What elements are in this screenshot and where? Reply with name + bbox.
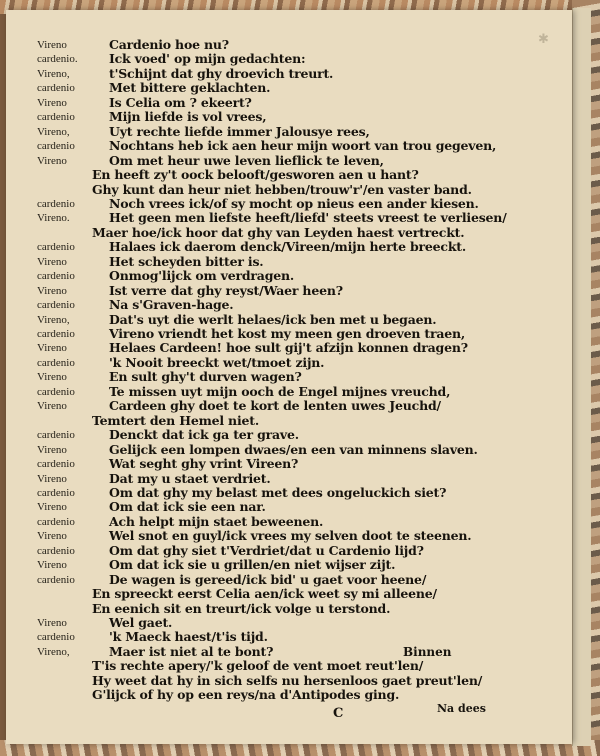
verse-text: Wat seght ghy vrint Vireen? xyxy=(109,456,299,472)
speaker-name: Vireno xyxy=(37,342,67,355)
verse-text: Het geen men liefste heeft/liefd' steets vreest te verliesen/ xyxy=(109,210,507,226)
speaker-name: Vireno, xyxy=(37,645,70,658)
stage-direction: Binnen xyxy=(403,645,452,659)
verse-text: Om dat ick sie u grillen/en niet wijser zijt. xyxy=(109,557,396,573)
verse-text: Om dat ghy siet t'Verdriet/dat u Cardenio lijd? xyxy=(109,542,424,558)
verse-text: Uyt rechte liefde immer Jalousye rees, xyxy=(109,123,370,139)
speaker-name: Vireno xyxy=(37,472,67,485)
verse-text: Gelijck een lompen dwaes/en een van minnens slaven. xyxy=(109,441,478,457)
verse-text: Ist verre dat ghy reyst/Waer heen? xyxy=(109,282,343,298)
verse-text: Helaes Cardeen! hoe sult gij't afzijn konnen dragen? xyxy=(109,340,468,356)
verse-text: Te missen uyt mijn ooch de Engel mijnes vreuchd, xyxy=(109,383,451,399)
verse-text: 'k Nooit breeckt wet/tmoet zijn. xyxy=(109,354,325,370)
verse-text: Na s'Graven-hage. xyxy=(109,297,234,313)
verse-text: Vireno vriendt het kost my meen gen droeven traen, xyxy=(109,326,466,341)
speaker-name: Vireno xyxy=(37,255,67,268)
verse-text: 'k Maeck haest/t'is tijd. xyxy=(109,629,268,645)
book-page xyxy=(6,10,572,744)
verse-text: En spreeckt eerst Celia aen/ick weet sy mi alleene/ xyxy=(92,586,437,602)
verse-text: Het scheyden bitter is. xyxy=(109,253,264,269)
speaker-name: cardenio xyxy=(37,328,75,340)
verse-text: Dat my u staet verdriet. xyxy=(109,470,271,486)
speaker-name: cardenio xyxy=(37,356,75,369)
verse-text: De wagen is gereed/ick bid' u gaet voor heene/ xyxy=(109,571,427,587)
faded-margin-mark: ✱ xyxy=(538,32,549,47)
speaker-name: cardenio xyxy=(37,544,75,557)
speaker-name: cardenio xyxy=(37,486,75,499)
verse-text: Noch vrees ick/of sy mocht op nieus een ander kiesen. xyxy=(109,195,479,211)
speaker-name: Vireno xyxy=(37,443,67,456)
speaker-name: cardenio xyxy=(37,458,75,471)
speaker-name: cardenio xyxy=(37,197,75,210)
speaker-name: cardenio xyxy=(37,82,75,95)
verse-text: Om dat ghy my belast met dees ongeluckich siet? xyxy=(109,484,447,500)
verse-text: En sult ghy't durven wagen? xyxy=(109,369,302,385)
speaker-name: Vireno xyxy=(37,39,67,51)
verse-text: Temtert den Hemel niet. xyxy=(92,412,259,428)
speaker-name: cardenio xyxy=(37,429,75,442)
speaker-name: Vireno, xyxy=(37,125,70,138)
speaker-name: cardenio xyxy=(37,241,75,254)
speaker-name: cardenio xyxy=(37,631,75,644)
verse-text: Om met heur uwe leven lieflick te leven, xyxy=(109,152,384,168)
speaker-name: cardenio xyxy=(37,299,75,312)
verse-text: Maer hoe/ick hoor dat ghy van Leyden haest vertreckt. xyxy=(92,224,465,240)
verse-text: Om dat ick sie een nar. xyxy=(109,499,266,515)
verse-text: Cardenio hoe nu? xyxy=(109,37,229,52)
verse-text: Denckt dat ick ga ter grave. xyxy=(109,427,299,443)
speaker-name: cardenio xyxy=(37,140,75,153)
verse-text: Ghy kunt dan heur niet hebben/trouw'r'/en vaster band. xyxy=(92,181,472,197)
verse-text: Dat's uyt die werlt helaes/ick ben met u begaen. xyxy=(109,311,437,327)
speaker-name: Vireno, xyxy=(37,67,70,80)
speaker-name: Vireno xyxy=(37,96,67,109)
verse-text: Onmog'lijck om verdragen. xyxy=(109,268,295,284)
speaker-name: cardenio xyxy=(37,270,75,283)
speaker-name: Vireno xyxy=(37,284,67,297)
verse-text: Cardeen ghy doet te kort de lenten uwes Jeuchd/ xyxy=(109,398,441,414)
speaker-name: cardenio xyxy=(37,111,75,124)
speaker-name: Vireno, xyxy=(37,313,70,326)
verse-text: Ach helpt mijn staet beweenen. xyxy=(109,513,324,529)
speaker-name: Vireno xyxy=(37,501,67,514)
speaker-name: cardenio xyxy=(37,515,75,528)
verse-text: En heeft zy't oock belooft/gesworen aen u hant? xyxy=(92,167,419,183)
verse-text: Met bittere geklachten. xyxy=(109,80,271,96)
verse-text: Halaes ick daerom denck/Vireen/mijn herte breeckt. xyxy=(109,239,467,255)
speaker-name: cardenio xyxy=(37,385,75,398)
verse-text: Maer ist niet al te bont? xyxy=(109,643,274,659)
verse-text: Wel gaet. xyxy=(109,615,173,630)
catchword: Na dees xyxy=(437,702,486,715)
facing-page-edge xyxy=(572,8,591,746)
speaker-name: Vireno xyxy=(37,371,67,384)
speaker-name: Vireno xyxy=(37,559,67,572)
verse-text: Ick voed' op mijn gedachten: xyxy=(109,51,306,67)
speaker-name: Vireno xyxy=(37,617,67,629)
speaker-name: Vireno xyxy=(37,154,67,167)
speaker-name: cardenio xyxy=(37,573,75,586)
verse-text: T'is rechte apery/'k geloof de vent moet reut'len/ xyxy=(92,658,424,674)
verse-text: Wel snot en guyl/ick vrees my selven doot te steenen. xyxy=(109,528,472,544)
speaker-name: Vireno xyxy=(37,530,67,543)
speaker-name: cardenio. xyxy=(37,53,78,66)
verse-text: Mijn liefde is vol vrees, xyxy=(109,109,267,125)
verse-text: Is Celia om ? ekeert? xyxy=(109,94,252,110)
speaker-name: Vireno. xyxy=(37,212,70,225)
signature-mark: C xyxy=(333,706,344,721)
verse-text: G'lijck of hy op een reys/na d'Antipodes ging. xyxy=(92,687,400,703)
verse-text: t'Schijnt dat ghy droevich treurt. xyxy=(109,65,334,81)
verse-text: Nochtans heb ick aen heur mijn woort van trou gegeven, xyxy=(109,138,497,154)
speaker-name: Vireno xyxy=(37,400,67,413)
verse-text: Hy weet dat hy in sich selfs nu hersenloos gaet preut'len/ xyxy=(92,672,483,688)
verse-text: En eenich sit en treurt/ick volge u terstond. xyxy=(92,600,391,616)
